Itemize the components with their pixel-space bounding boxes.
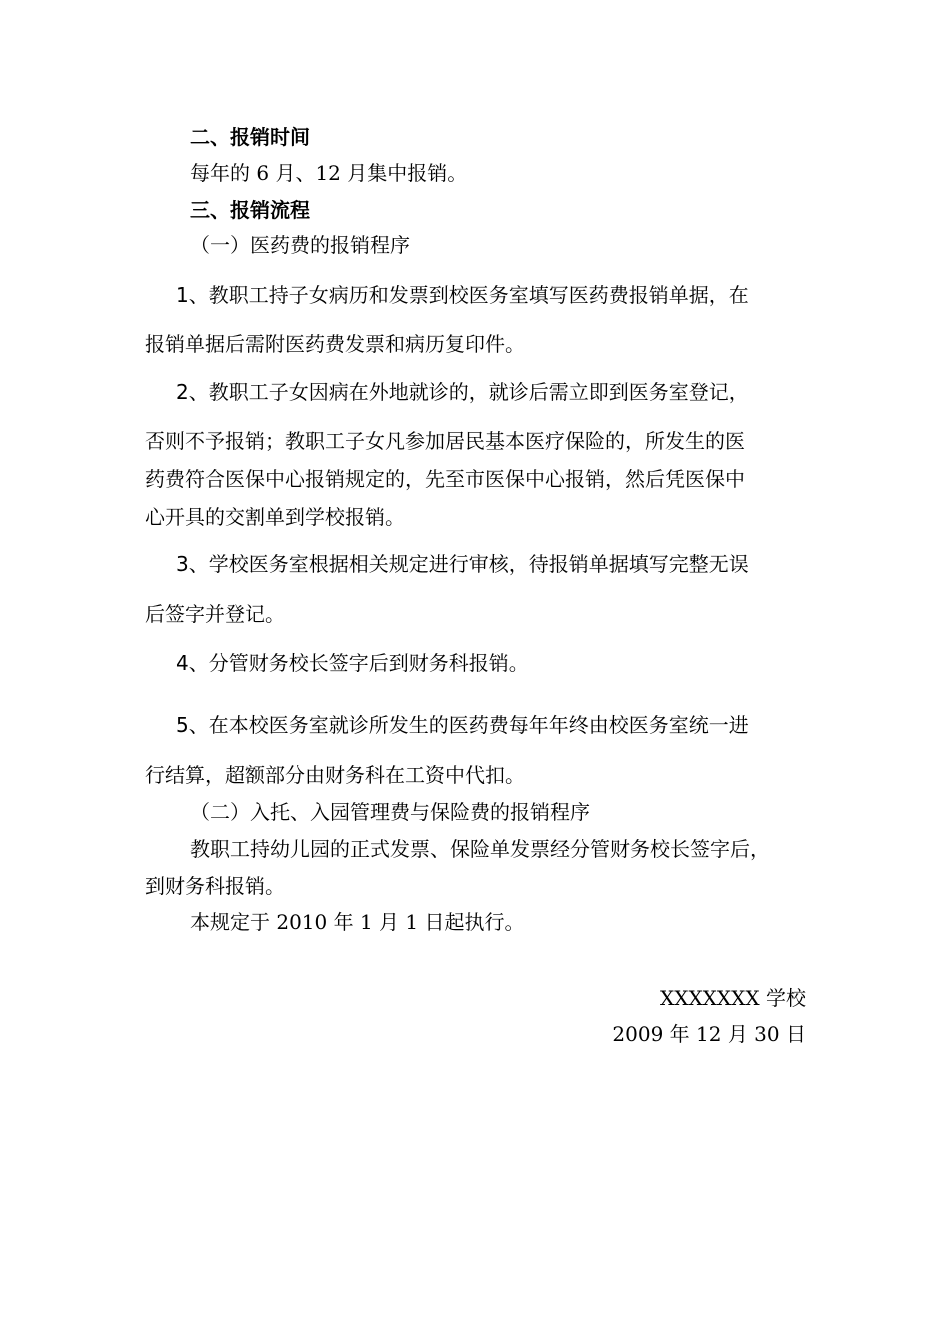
kindergarten-text-line1: 教职工持幼儿园的正式发票、保险单发票经分管财务校长签字后， [190, 837, 770, 861]
signature-organization: XXXXXXX 学校 [659, 986, 806, 1010]
section-heading-reimbursement-process: 三、报销流程 [190, 198, 310, 222]
step1-line1: 1、教职工持子女病历和发票到校医务室填写医药费报销单据，在 [176, 283, 749, 307]
step3-line2: 后签字并登记。 [145, 602, 285, 626]
signature-date: 2009 年 12 月 30 日 [612, 1022, 806, 1046]
reimbursement-time-text: 每年的 6 月、12 月集中报销。 [190, 161, 468, 185]
kindergarten-text-line2: 到财务科报销。 [145, 874, 285, 898]
step3-line1: 3、学校医务室根据相关规定进行审核，待报销单据填写完整无误 [176, 552, 749, 576]
subsection-heading-kindergarten: （二）入托、入园管理费与保险费的报销程序 [190, 800, 590, 824]
subsection-heading-medical: （一）医药费的报销程序 [190, 233, 410, 257]
step1-line2: 报销单据后需附医药费发票和病历复印件。 [145, 332, 525, 356]
effective-date-text: 本规定于 2010 年 1 月 1 日起执行。 [190, 910, 525, 934]
step2-line1: 2、教职工子女因病在外地就诊的，就诊后需立即到医务室登记， [176, 380, 749, 404]
step2-line2: 否则不予报销；教职工子女凡参加居民基本医疗保险的，所发生的医 [145, 429, 745, 453]
step4-line1: 4、分管财务校长签字后到财务科报销。 [176, 651, 529, 675]
step2-line4: 心开具的交割单到学校报销。 [145, 505, 405, 529]
step5-line1: 5、在本校医务室就诊所发生的医药费每年年终由校医务室统一进 [176, 713, 749, 737]
section-heading-reimbursement-time: 二、报销时间 [190, 125, 310, 149]
step5-line2: 行结算，超额部分由财务科在工资中代扣。 [145, 763, 525, 787]
step2-line3: 药费符合医保中心报销规定的，先至市医保中心报销，然后凭医保中 [145, 467, 745, 491]
